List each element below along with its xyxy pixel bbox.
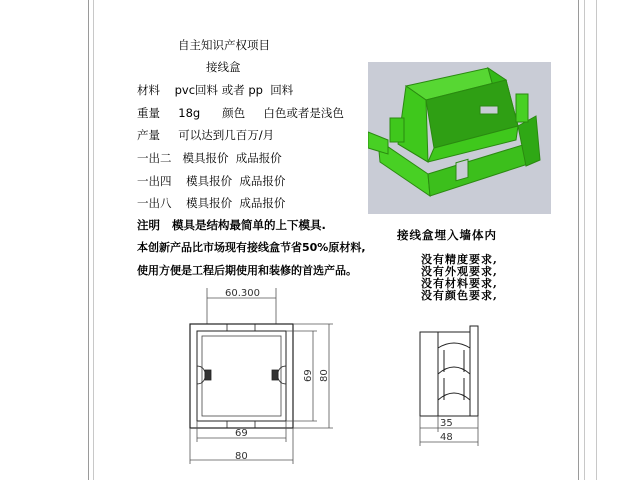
spec-line-mold-2: 一出二 模具报价 成品报价 (137, 151, 282, 165)
spec-line-weight: 重量 18g 颜色 白色或者是浅色 (137, 106, 344, 120)
page-border-left (88, 0, 89, 480)
requirement-color: 没有颜色要求, (421, 289, 498, 302)
dim-top: 60.300 (225, 288, 260, 299)
dim-outer-width: 80 (235, 451, 248, 462)
junction-box-model (368, 62, 551, 214)
dim-inner-width: 69 (235, 428, 248, 439)
spec-line-mold-4: 一出四 模具报价 成品报价 (137, 174, 286, 188)
dim-side-outer: 48 (440, 432, 453, 443)
dim-inner-height: 69 (303, 369, 314, 382)
spec-line-output: 产量 可以达到几百万/月 (137, 128, 275, 142)
page-border-right-inner (584, 0, 585, 480)
dim-side-inner: 35 (440, 418, 453, 429)
spec-line-mold-8: 一出八 模具报价 成品报价 (137, 196, 286, 210)
spec-line-usage: 使用方便是工程后期使用和装修的首选产品。 (137, 264, 357, 277)
requirement-precision: 没有精度要求, (421, 253, 498, 266)
spec-line-material: 材料 pvc回料 或者 pp 回料 (137, 83, 294, 97)
product-name: 接线盒 (206, 60, 241, 74)
spec-line-note: 注明 模具是结构最简单的上下模具. (137, 218, 326, 232)
side-view-drawing (400, 320, 500, 450)
spec-line-innovation: 本创新产品比市场现有接线盒节省50%原材料, (137, 241, 366, 254)
page-border-right-outer (596, 0, 597, 480)
requirement-appearance: 没有外观要求, (421, 265, 498, 278)
document-title: 自主知识产权项目 (178, 38, 270, 52)
requirement-material: 没有材料要求, (421, 277, 498, 290)
front-view-drawing (175, 284, 350, 469)
product-render (368, 62, 551, 214)
page-border-right (578, 0, 579, 480)
install-note: 接线盒埋入墙体内 (397, 228, 497, 242)
page-border-left-inner (93, 0, 94, 480)
dim-outer-height: 80 (319, 369, 330, 382)
